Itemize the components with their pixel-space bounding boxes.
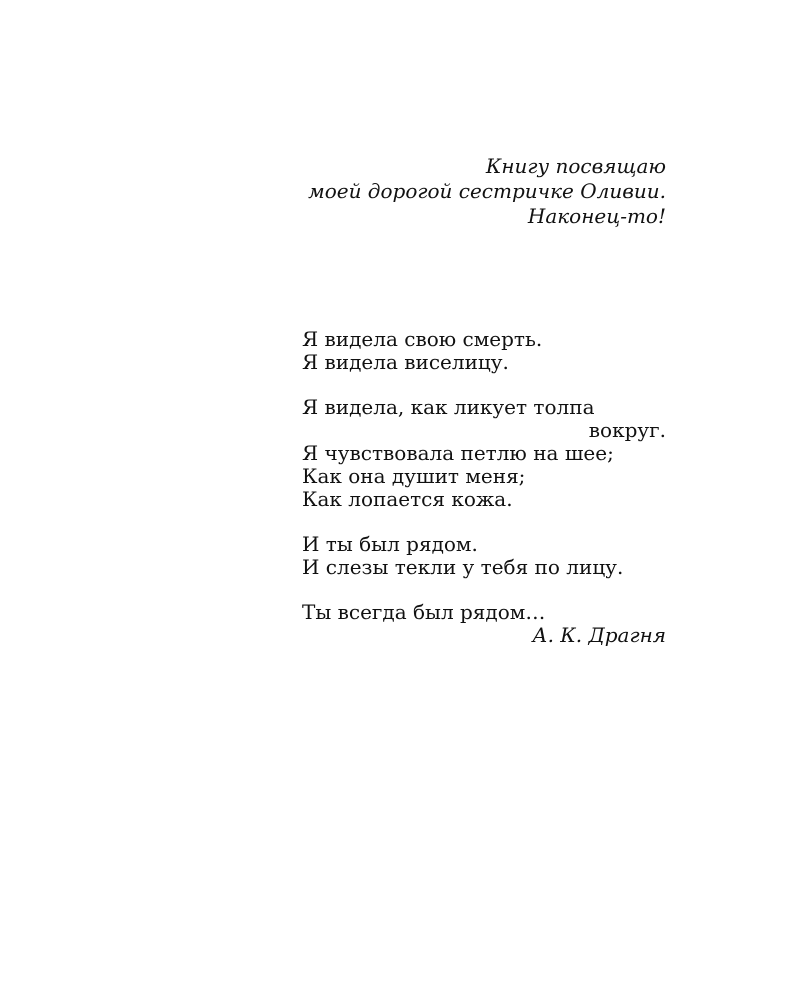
poem-line-continuation: вокруг. [588,418,666,442]
poem-line: Как лопается кожа. [302,487,513,511]
stanza-gap [302,579,666,601]
stanza-gap [302,374,666,396]
poem-line: И ты был рядом. [302,532,478,556]
dedication-line: Наконец-то! [527,204,666,228]
poem-line: Я видела, как ликует толпа [302,395,595,419]
poem-line: Как она душит меня; [302,464,526,488]
poem-line: Я видела свою смерть. [302,327,543,351]
dedication-line: моей дорогой сестричке Оливии. [308,179,666,203]
poem-line: И слезы текли у тебя по лицу. [302,555,624,579]
poem-line: Я видела виселицу. [302,350,509,374]
epigraph-poem [302,328,666,647]
dedication [300,154,666,229]
poem-line: Ты всегда был рядом… [302,600,546,624]
dedication-line: Книгу посвящаю [485,154,666,178]
stanza-gap [302,511,666,533]
poem-line: Я чувствовала петлю на шее; [302,441,614,465]
poem-author: А. К. Драгня [532,623,666,647]
